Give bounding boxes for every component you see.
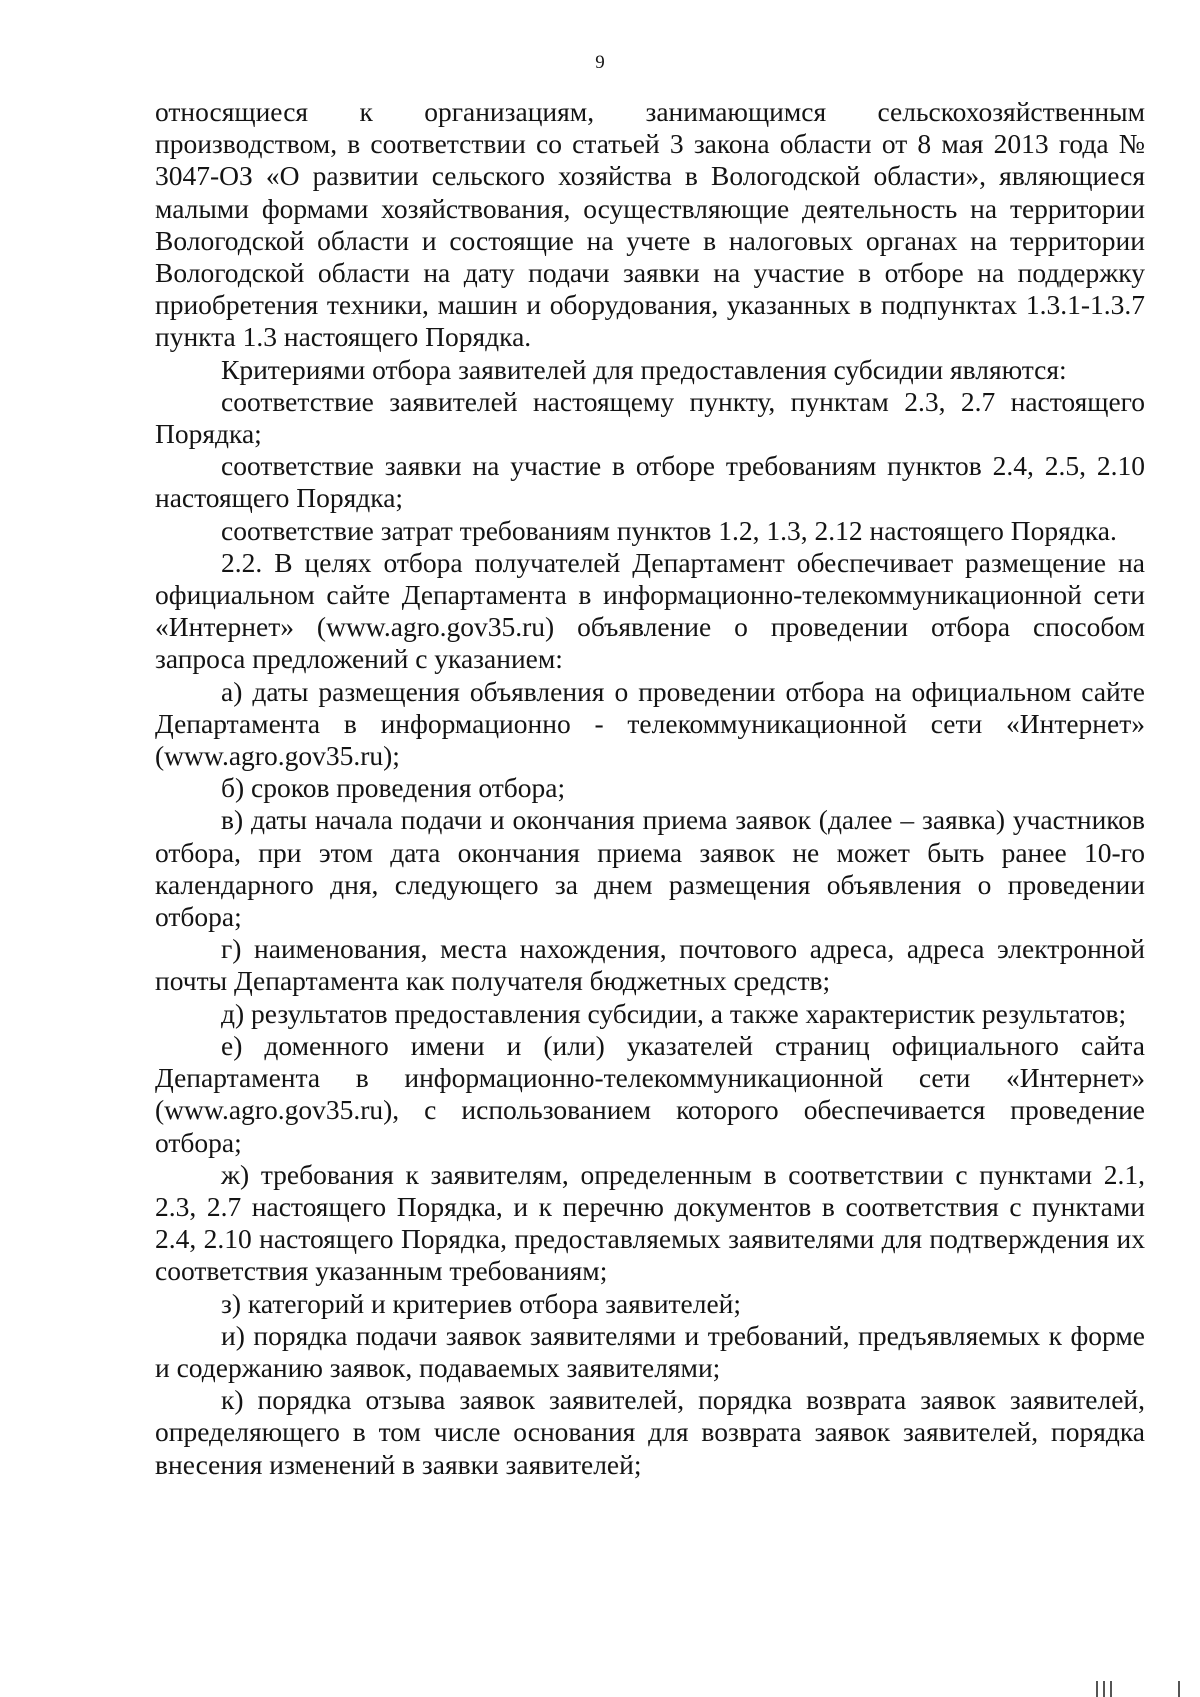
list-item-zh: ж) требования к заявителям, определенным в соответствии с пунктами 2.1, 2.3, 2.7 настоящего Порядка, и к перечню документов в соответствия с пунктами 2.4, 2.10 настоящего Порядка, предоставляемых заявителями для подтверждения их соответствия указанным требованиям; — [155, 1158, 1145, 1287]
paragraph-criterion-applicants: соответствие заявителей настоящему пункту, пунктам 2.3, 2.7 настоящего Порядка; — [155, 385, 1145, 450]
list-item-e: е) доменного имени и (или) указателей страниц официального сайта Департамента в информационно-телекоммуникационной сети «Интернет» (www.agro.gov35.ru), с использованием которого обеспечивается проведение отбора; — [155, 1029, 1145, 1158]
list-item-g: г) наименования, места нахождения, почтового адреса, адреса электронной почты Департамента как получателя бюджетных средств; — [155, 933, 1145, 997]
list-item-k: к) порядка отзыва заявок заявителей, порядка возврата заявок заявителей, определяющего в том числе основания для возврата заявок заявителей, порядка внесения изменений в заявки заявителей; — [155, 1384, 1145, 1480]
list-item-i: и) порядка подачи заявок заявителями и требований, предъявляемых к форме и содержанию заявок, подаваемых заявителями; — [155, 1319, 1145, 1383]
paragraph-continuation: относящиеся к организациям, занимающимся сельскохозяйственным производством, в соответствии со статьей 3 закона области от 8 мая 2013 года № 3047-ОЗ «О развитии сельского хозяйства в Вологодской области», являющиеся малыми формами хозяйствования, осуществляющие деятельность на территории Вологодской области и состоящие на учете в налоговых органах на территории Вологодской области на дату подачи заявки на участие в отборе на поддержку приобретения техники, машин и оборудования, указанных в подпунктах 1.3.1-1.3.7 пункта 1.3 настоящего Порядка. — [155, 96, 1145, 353]
list-item-d: д) результатов предоставления субсидии, а также характеристик результатов; — [221, 997, 1127, 1029]
paragraph-2-2: 2.2. В целях отбора получателей Департамент обеспечивает размещение на официальном сайте Департамента в информационно-телекоммуникационной сети «Интернет» (www.agro.gov35.ru) объявление о проведении отбора способом запроса предложений с указанием: — [155, 546, 1145, 675]
paragraph-criterion-costs: соответствие затрат требованиям пунктов 1.2, 1.3, 2.12 настоящего Порядка. — [221, 514, 1117, 546]
list-item-a: а) даты размещения объявления о проведении отбора на официальном сайте Департамента в информационно - телекоммуникационной сети «Интернет» (www.agro.gov35.ru); — [155, 675, 1145, 772]
paragraph-criteria-intro: Критериями отбора заявителей для предоставления субсидии являются: — [221, 353, 1067, 385]
document-body — [155, 96, 1145, 1481]
scan-mark — [1110, 1681, 1112, 1697]
list-item-v: в) даты начала подачи и окончания приема заявок (далее – заявка) участников отбора, при этом дата окончания приема заявок не может быть ранее 10-го календарного дня, следующего за днем размещения объявления о проведении отбора; — [155, 804, 1145, 933]
scan-mark — [1103, 1681, 1105, 1697]
scan-mark — [1096, 1681, 1098, 1697]
list-item-z: з) категорий и критериев отбора заявителей; — [221, 1287, 742, 1319]
page-number: 9 — [595, 52, 605, 73]
scan-mark — [1178, 1681, 1180, 1697]
list-item-b: б) сроков проведения отбора; — [221, 772, 566, 804]
paragraph-criterion-application: соответствие заявки на участие в отборе требованиям пунктов 2.4, 2.5, 2.10 настоящего Порядка; — [155, 450, 1145, 514]
